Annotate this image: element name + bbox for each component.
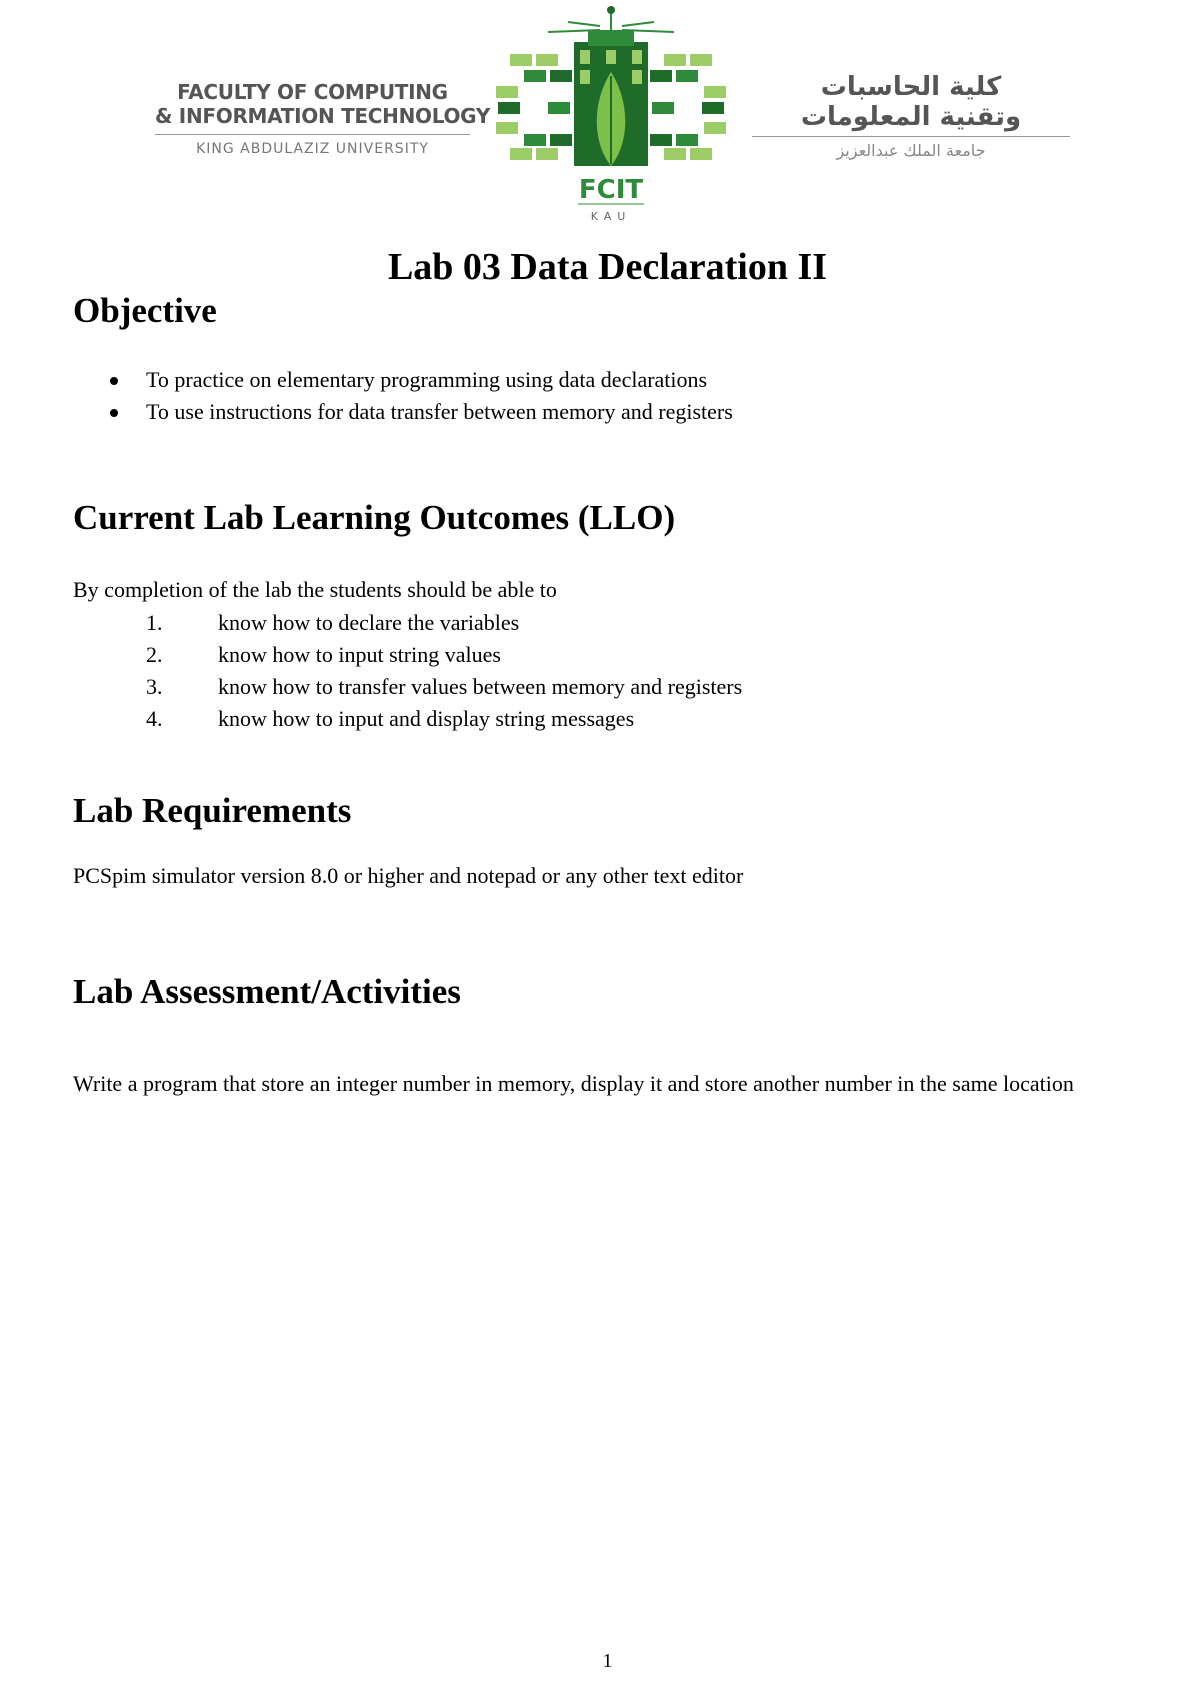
outcome-text: know how to declare the variables: [218, 610, 520, 635]
outcome-number: 2.: [146, 642, 163, 667]
requirements-heading: Lab Requirements: [73, 791, 352, 830]
logo-ar-line1: كلية الحاسبات: [820, 72, 1002, 102]
objective-item-1: To practice on elementary programming using data declarations: [146, 367, 708, 392]
bullet-icon: [110, 377, 118, 385]
list-item: [73, 364, 733, 396]
list-item: [73, 607, 742, 639]
logo-en-line1: FACULTY OF COMPUTING: [177, 80, 448, 104]
objective-heading: Objective: [73, 291, 217, 330]
outcome-text: know how to input and display string messages: [218, 706, 635, 731]
list-item: [73, 671, 742, 703]
list-item: [73, 703, 742, 735]
requirements-text: PCSpim simulator version 8.0 or higher and notepad or any other text editor: [73, 863, 744, 888]
list-item: [73, 396, 733, 428]
objective-item-2: To use instructions for data transfer between memory and registers: [146, 399, 733, 424]
outcome-number: 1.: [146, 610, 163, 635]
assessment-heading: Lab Assessment/Activities: [73, 972, 461, 1011]
outcome-text: know how to transfer values between memory and registers: [218, 674, 743, 699]
logo-en-divider: [155, 134, 470, 135]
outcomes-intro: By completion of the lab the students should be able to: [73, 577, 557, 602]
logo-ar-line2: وتقنية المعلومات: [800, 102, 1022, 132]
outcomes-list: [73, 607, 742, 735]
assessment-text: Write a program that store an integer number in memory, display it and store another number in the same location: [73, 1071, 1074, 1096]
logo-english-text: [155, 80, 491, 157]
list-item: [73, 639, 742, 671]
outcomes-heading: Current Lab Learning Outcomes (LLO): [73, 498, 676, 537]
document-title: Lab 03 Data Declaration II: [387, 246, 828, 288]
bullet-icon: [110, 409, 118, 417]
emblem-sub: KAU: [590, 210, 632, 223]
outcome-text: know how to input string values: [218, 642, 501, 667]
fcit-emblem-icon: [488, 2, 734, 228]
header-logo-banner: [0, 0, 1200, 230]
logo-ar-divider: [752, 136, 1070, 137]
logo-arabic-text: [752, 72, 1070, 160]
page-number: 1: [602, 1650, 613, 1672]
objective-list: [73, 364, 733, 428]
logo-ar-line3: جامعة الملك عبدالعزيز: [836, 141, 986, 160]
emblem-abbrev: FCIT: [578, 175, 644, 205]
outcome-number: 4.: [146, 706, 163, 731]
logo-en-line2: & INFORMATION TECHNOLOGY: [155, 104, 491, 128]
logo-en-line3: KING ABDULAZIZ UNIVERSITY: [196, 141, 429, 157]
outcome-number: 3.: [146, 674, 163, 699]
